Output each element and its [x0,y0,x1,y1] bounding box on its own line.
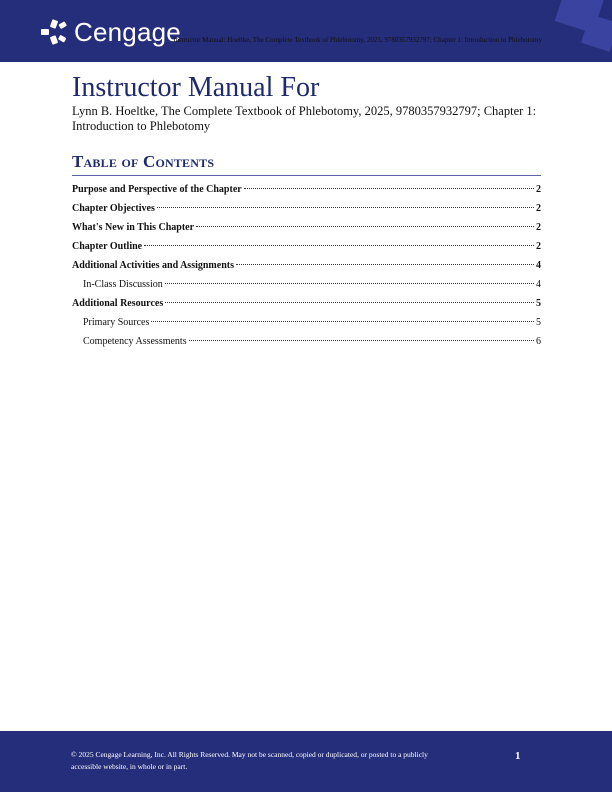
toc-entry-whats-new[interactable]: What's New in This Chapter 2 [72,222,541,233]
page-number: 1 [515,750,521,762]
toc-entry-activities[interactable]: Additional Activities and Assignments 4 [72,260,541,271]
toc-heading: Table of Contents [72,152,541,176]
toc-entry-objectives[interactable]: Chapter Objectives 2 [72,203,541,214]
logo-text: Cengage [74,16,181,47]
page-title: Instructor Manual For [72,72,320,103]
toc-entry-purpose[interactable]: Purpose and Perspective of the Chapter 2 [72,184,541,195]
copyright-notice: © 2025 Cengage Learning, Inc. All Rights Reserved. May not be scanned, copied or duplicated, or posted to a publicly accessible website, in whole or in part. [71,750,428,771]
running-head: Instructor Manual: Hoeltke, The Complete Textbook of Phlebotomy, 2025, 9780357932797; Chapter 1: Introduction to Phlebotomy [173,36,542,44]
decorative-square [0,765,26,791]
decorative-square [0,731,34,765]
table-of-contents [72,184,541,355]
toc-entry-competency-assessments[interactable]: Competency Assessments 6 [83,336,541,347]
page-subtitle: Lynn B. Hoeltke, The Complete Textbook of Phlebotomy, 2025, 9780357932797; Chapter 1: Introduction to Phlebotomy [72,104,537,133]
cengage-logo-icon [38,17,68,47]
toc-entry-in-class-discussion[interactable]: In-Class Discussion 4 [83,279,541,290]
toc-entry-primary-sources[interactable]: Primary Sources 5 [83,317,541,328]
toc-entry-resources[interactable]: Additional Resources 5 [72,298,541,309]
toc-entry-outline[interactable]: Chapter Outline 2 [72,241,541,252]
